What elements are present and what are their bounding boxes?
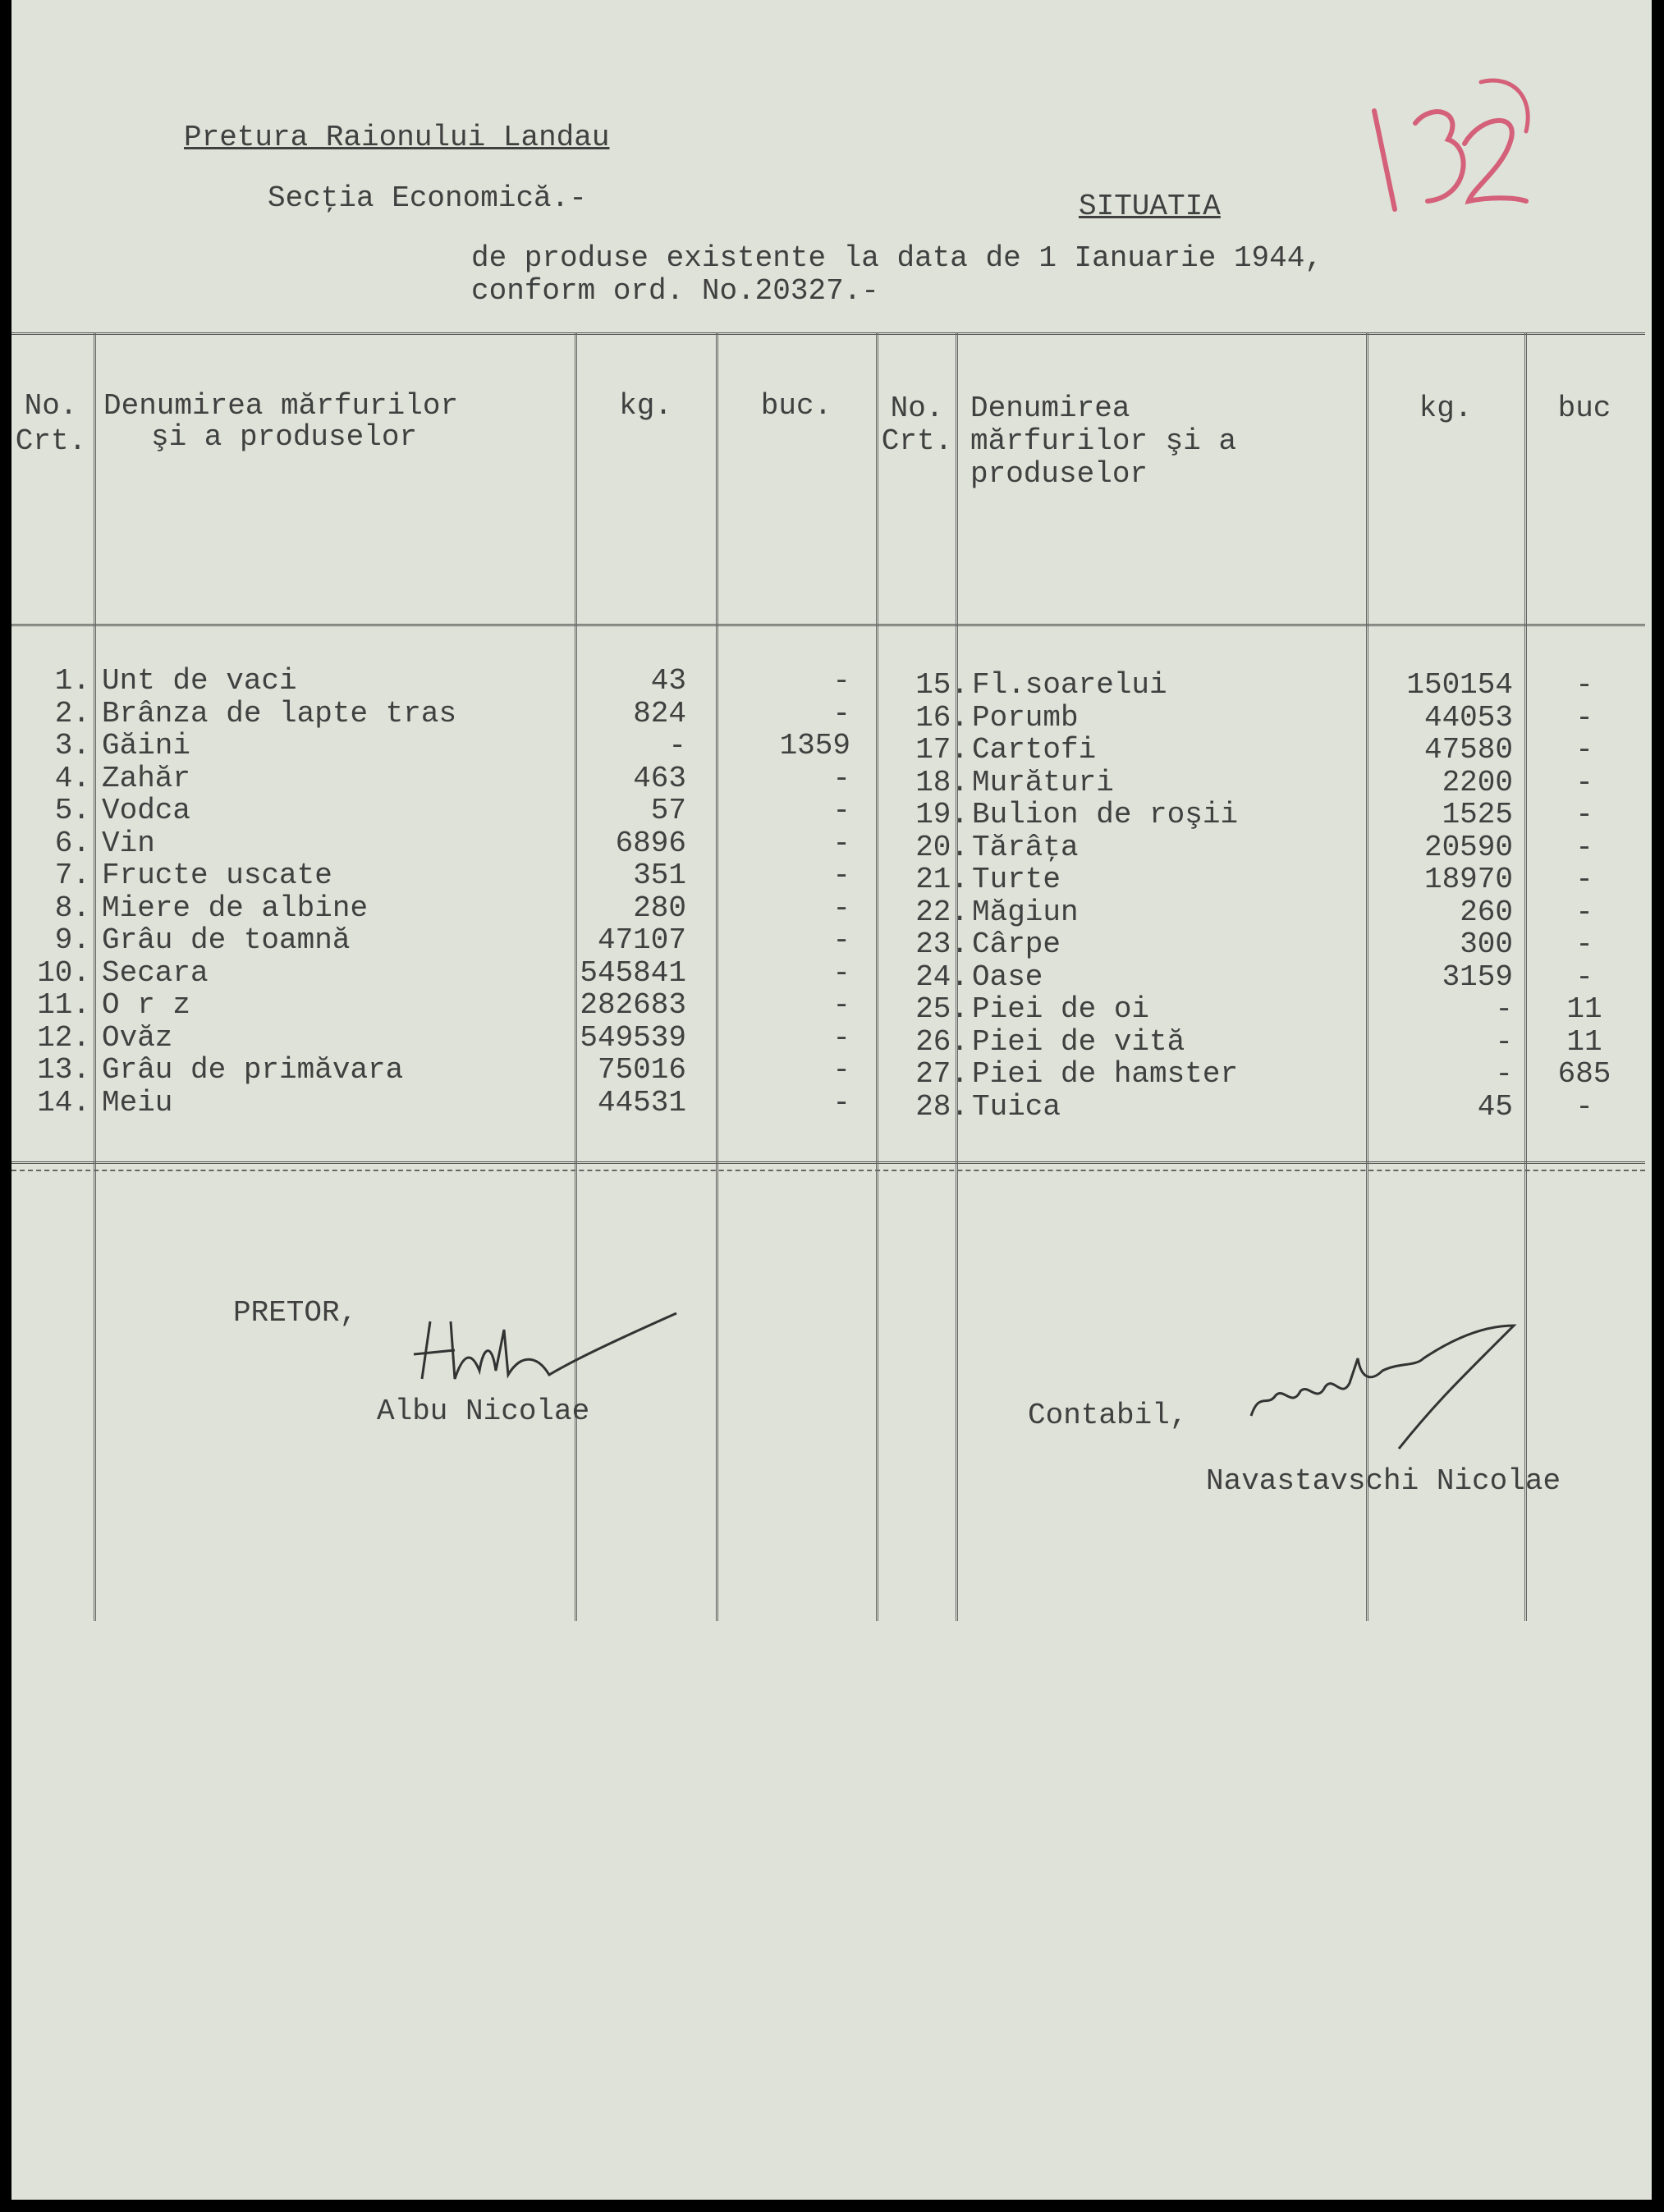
row-kg: 20590 (1423, 831, 1513, 864)
row-kg: 545841 (580, 956, 686, 990)
header-name-left-2: şi a produselor (151, 420, 418, 454)
row-nr: 26. (915, 1025, 969, 1059)
document-subtitle-1: de produse existente la data de 1 Ianuarie 1944, (471, 241, 1322, 275)
document-subtitle-2: conform ord. No.20327.- (471, 274, 879, 308)
row-buc: - (832, 1086, 850, 1120)
row-name: Măgiun (972, 895, 1079, 929)
row-kg: 43 (650, 664, 686, 698)
row-name: Tărâţa (972, 831, 1079, 864)
row-name: Murături (972, 766, 1114, 799)
row-kg: - (1495, 1057, 1513, 1091)
row-name: Unt de vaci (102, 664, 297, 698)
row-name: Grâu de primăvara (102, 1053, 404, 1087)
row-buc: - (832, 988, 850, 1022)
header-bottom-rule (11, 624, 1645, 626)
row-name: Turte (972, 863, 1061, 896)
document-title: SITUATIA (1079, 190, 1221, 223)
row-name: Fructe uscate (102, 859, 332, 892)
row-buc: - (832, 956, 850, 990)
row-buc: 11 (1566, 1025, 1602, 1059)
row-buc: - (1575, 701, 1593, 735)
row-name: Fl.soarelui (972, 668, 1167, 702)
pretor-name: Albu Nicolae (377, 1395, 590, 1428)
row-buc: - (1575, 895, 1593, 929)
row-nr: 11. (37, 988, 90, 1022)
row-buc: - (832, 664, 850, 698)
row-nr: 17. (915, 733, 969, 767)
row-kg: 280 (633, 891, 686, 925)
row-nr: 2. (54, 697, 90, 730)
row-buc: - (1575, 863, 1593, 896)
row-nr: 16. (915, 701, 969, 735)
header-nr2-2: Crt. (881, 424, 953, 458)
row-nr: 10. (37, 956, 90, 990)
row-name: Ovăz (102, 1021, 173, 1055)
row-buc: - (1575, 927, 1593, 961)
row-name: Oase (972, 960, 1043, 994)
row-kg: 18970 (1423, 863, 1513, 896)
row-buc: - (1575, 668, 1593, 702)
row-nr: 4. (54, 762, 90, 795)
row-name: Găini (102, 729, 191, 763)
row-buc: - (832, 923, 850, 957)
row-kg: 75016 (597, 1053, 686, 1087)
row-buc: - (832, 794, 850, 827)
row-kg: 150154 (1406, 668, 1513, 702)
row-nr: 6. (54, 827, 90, 860)
contabil-signature (1235, 1293, 1530, 1457)
row-nr: 19. (915, 798, 969, 831)
row-kg: - (668, 729, 686, 763)
row-buc: - (832, 1053, 850, 1087)
row-kg: 44053 (1423, 701, 1513, 735)
row-nr: 20. (915, 831, 969, 864)
row-kg: 260 (1460, 895, 1513, 929)
row-nr: 8. (54, 891, 90, 925)
row-name: Brânza de lapte tras (102, 697, 457, 730)
row-name: Zahăr (102, 762, 191, 795)
row-nr: 9. (54, 923, 90, 957)
row-kg: - (1495, 1025, 1513, 1059)
row-nr: 1. (54, 664, 90, 698)
row-kg: 6896 (615, 827, 686, 860)
header-kg-right: kg. (1419, 392, 1473, 425)
document-page (11, 0, 1652, 2200)
row-kg: 45 (1477, 1090, 1513, 1124)
row-nr: 14. (37, 1086, 90, 1120)
row-kg: 44531 (597, 1086, 686, 1120)
row-kg: 824 (633, 697, 686, 730)
row-nr: 3. (54, 729, 90, 763)
row-kg: 47580 (1423, 733, 1513, 767)
contabil-title: Contabil, (1028, 1399, 1188, 1432)
header-nr-1: No. (24, 389, 78, 423)
row-nr: 24. (915, 960, 969, 994)
row-name: O r z (102, 988, 191, 1022)
row-name: Cârpe (972, 927, 1061, 961)
header-nr-2: Crt. (15, 424, 87, 458)
row-buc: - (1575, 733, 1593, 767)
row-name: Cartofi (972, 733, 1097, 767)
row-kg: 300 (1460, 927, 1513, 961)
row-nr: 18. (915, 766, 969, 799)
row-nr: 12. (37, 1021, 90, 1055)
row-buc: - (1575, 766, 1593, 799)
row-kg: 549539 (580, 1021, 686, 1055)
section-name: Secţia Economică.- (268, 181, 587, 215)
row-name: Secara (102, 956, 209, 990)
row-nr: 27. (915, 1057, 969, 1091)
table-top-rule (11, 332, 1645, 335)
row-kg: 57 (650, 794, 686, 827)
row-nr: 13. (37, 1053, 90, 1087)
institution-name: Pretura Raionului Landau (184, 121, 610, 154)
row-name: Tuica (972, 1090, 1061, 1124)
header-name-right-1: Denumirea (970, 392, 1130, 425)
row-name: Grâu de toamnă (102, 923, 351, 957)
row-buc: - (1575, 960, 1593, 994)
row-buc: 685 (1557, 1057, 1611, 1091)
row-name: Piei de vită (972, 1025, 1185, 1059)
column-divider-3 (716, 332, 718, 1621)
row-buc: 11 (1566, 992, 1602, 1026)
row-kg: 47107 (597, 923, 686, 957)
header-buc-left: buc. (760, 389, 832, 423)
row-kg: - (1495, 992, 1513, 1026)
row-nr: 5. (54, 794, 90, 827)
header-name-left-1: Denumirea mărfurilor (103, 389, 459, 423)
row-nr: 7. (54, 859, 90, 892)
row-buc: - (832, 891, 850, 925)
contabil-name: Navastavschi Nicolae (1206, 1464, 1561, 1498)
row-nr: 28. (915, 1090, 969, 1124)
row-buc: - (832, 859, 850, 892)
row-buc: - (832, 827, 850, 860)
header-kg-left: kg. (619, 389, 672, 423)
row-nr: 25. (915, 992, 969, 1026)
row-name: Vin (102, 827, 155, 860)
column-divider-1 (94, 332, 96, 1621)
row-buc: 1359 (779, 729, 850, 763)
row-buc: - (832, 1021, 850, 1055)
row-name: Vodca (102, 794, 191, 827)
pretor-title: PRETOR, (233, 1296, 358, 1330)
row-name: Miere de albine (102, 891, 369, 925)
row-buc: - (1575, 1090, 1593, 1124)
header-buc-right: buc (1557, 392, 1611, 425)
row-name: Bulion de roşii (972, 798, 1239, 831)
handwritten-page-number (1358, 66, 1538, 230)
row-kg: 3159 (1442, 960, 1513, 994)
row-kg: 463 (633, 762, 686, 795)
row-nr: 15. (915, 668, 969, 702)
table-bottom-rule (11, 1161, 1645, 1164)
header-nr2-1: No. (890, 392, 944, 425)
row-buc: - (1575, 831, 1593, 864)
row-buc: - (832, 697, 850, 730)
pretor-signature (406, 1305, 701, 1395)
row-buc: - (1575, 798, 1593, 831)
row-nr: 23. (915, 927, 969, 961)
row-name: Meiu (102, 1086, 173, 1120)
row-buc: - (832, 762, 850, 795)
row-kg: 282683 (580, 988, 686, 1022)
row-name: Piei de oi (972, 992, 1150, 1026)
row-name: Piei de hamster (972, 1057, 1239, 1091)
table-bottom-rule-2 (11, 1170, 1645, 1171)
row-nr: 22. (915, 895, 969, 929)
header-name-right-3: produselor (970, 457, 1148, 491)
row-nr: 21. (915, 863, 969, 896)
header-name-right-2: mărfurilor şi a (970, 424, 1237, 458)
row-kg: 1525 (1442, 798, 1513, 831)
row-kg: 2200 (1442, 766, 1513, 799)
row-name: Porumb (972, 701, 1079, 735)
row-kg: 351 (633, 859, 686, 892)
